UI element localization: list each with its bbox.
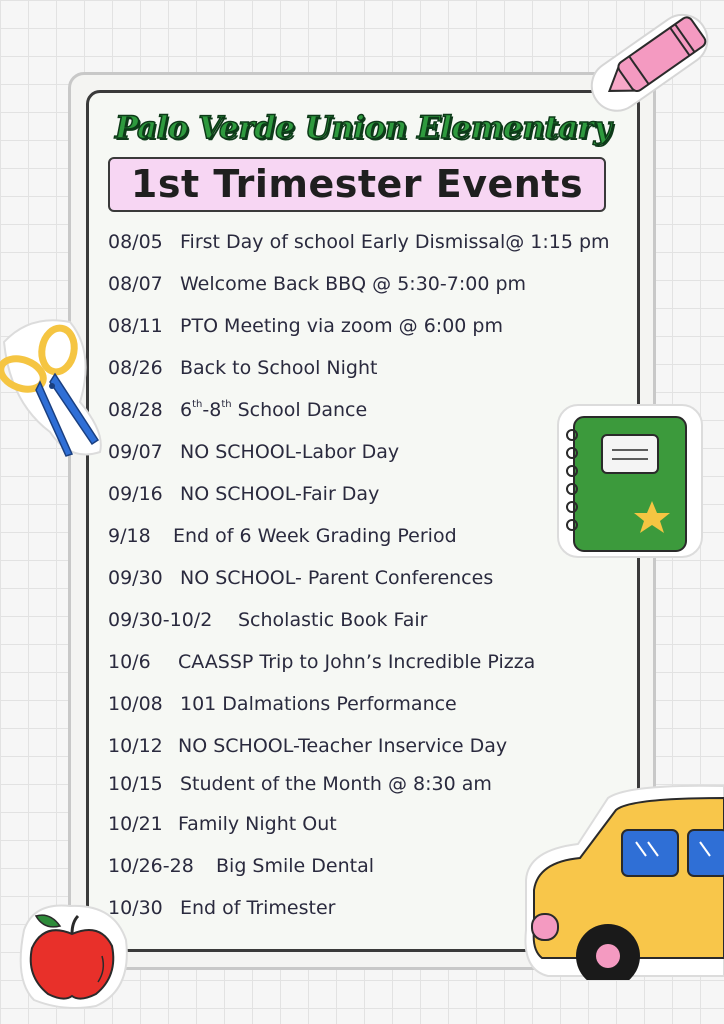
- event-text: Student of the Month @ 8:30 am: [180, 773, 492, 795]
- event-item: [108, 693, 457, 715]
- event-date: 9/18: [108, 525, 151, 547]
- event-item: [108, 609, 427, 631]
- event-date: 09/16: [108, 483, 163, 505]
- event-text: CAASSP Trip to John’s Incredible Pizza: [178, 651, 536, 673]
- event-item: [108, 315, 503, 337]
- event-date: 08/05: [108, 231, 163, 253]
- event-text: Scholastic Book Fair: [238, 609, 428, 631]
- event-item: [108, 855, 374, 877]
- event-item: [108, 483, 379, 505]
- event-text: 101 Dalmations Performance: [180, 693, 457, 715]
- event-item: [108, 773, 492, 795]
- event-item: [108, 357, 377, 379]
- event-item: [108, 273, 526, 295]
- event-text: End of 6 Week Grading Period: [173, 525, 457, 547]
- event-date: 08/26: [108, 357, 163, 379]
- event-date: 08/11: [108, 315, 163, 337]
- event-item: [108, 813, 337, 835]
- event-item: [108, 567, 493, 589]
- event-item: [108, 897, 335, 919]
- event-text-part: -8: [202, 399, 222, 421]
- event-date: 09/07: [108, 441, 163, 463]
- event-text: Back to School Night: [180, 357, 378, 379]
- apple-icon: [14, 900, 132, 1012]
- event-text-part: 6: [180, 399, 193, 421]
- event-date: 08/28: [108, 399, 163, 421]
- event-text-part: School Dance: [231, 399, 368, 421]
- event-text: Welcome Back BBQ @ 5:30-7:00 pm: [180, 273, 527, 295]
- event-date: 08/07: [108, 273, 163, 295]
- school-bus-icon: [518, 780, 724, 980]
- event-item: [108, 399, 367, 421]
- event-date: 10/30: [108, 897, 163, 919]
- event-date: 10/21: [108, 813, 163, 835]
- event-text: NO SCHOOL-Fair Day: [180, 483, 380, 505]
- event-date: 10/6: [108, 651, 151, 673]
- event-item: [108, 651, 535, 673]
- event-text: End of Trimester: [180, 897, 336, 919]
- event-date: 10/12: [108, 735, 163, 757]
- page-title: 1st Trimester Events: [130, 162, 584, 206]
- event-date: 09/30-10/2: [108, 609, 213, 631]
- event-text: Family Night Out: [178, 813, 337, 835]
- scissors-icon: [0, 312, 110, 462]
- event-text: First Day of school Early Dismissal@ 1:15 pm: [180, 231, 610, 253]
- event-date: 10/08: [108, 693, 163, 715]
- ordinal-suffix: th: [221, 399, 232, 410]
- notebook-icon: [556, 403, 706, 561]
- event-text: PTO Meeting via zoom @ 6:00 pm: [180, 315, 503, 337]
- school-name: Palo Verde Union Elementary: [114, 110, 612, 146]
- event-text: NO SCHOOL-Labor Day: [180, 441, 400, 463]
- event-date: 10/26-28: [108, 855, 194, 877]
- event-item: [108, 231, 610, 253]
- crayon-icon: [574, 0, 724, 125]
- ordinal-suffix: th: [192, 399, 203, 410]
- event-text: NO SCHOOL-Teacher Inservice Day: [178, 735, 508, 757]
- event-item: [108, 525, 457, 547]
- event-date: 10/15: [108, 773, 163, 795]
- event-item: [108, 441, 399, 463]
- event-text: Big Smile Dental: [216, 855, 375, 877]
- event-date: 09/30: [108, 567, 163, 589]
- event-text: NO SCHOOL- Parent Conferences: [180, 567, 494, 589]
- title-banner: [108, 157, 606, 212]
- event-item: [108, 735, 507, 757]
